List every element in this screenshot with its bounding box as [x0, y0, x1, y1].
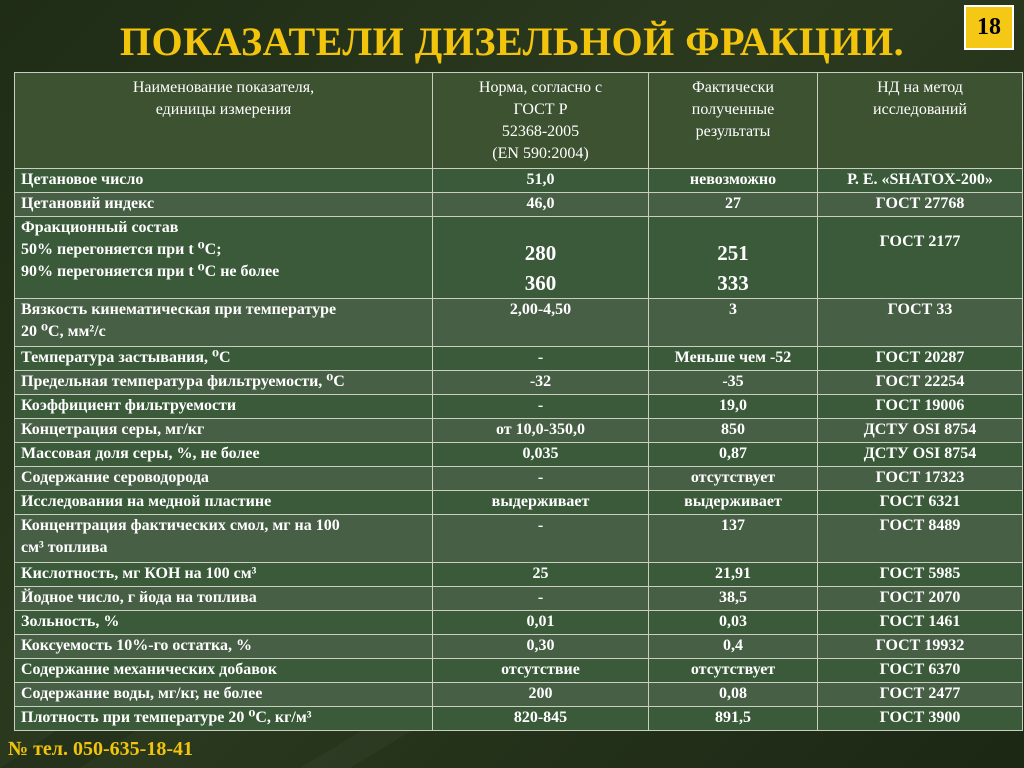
norm-value: от 10,0-350,0 [496, 421, 585, 438]
indicator-name-line: Цетановий индекс [21, 195, 155, 212]
fact-value: 21,91 [715, 565, 751, 582]
table-row [15, 707, 1023, 731]
indicator-name-line: Содержание сероводорода [21, 469, 209, 486]
norm-value: 25 [532, 565, 549, 582]
method-standard: ГОСТ 5985 [879, 565, 961, 582]
table-row [15, 347, 1023, 371]
page-title: ПОКАЗАТЕЛИ ДИЗЕЛЬНОЙ ФРАКЦИИ. [119, 19, 905, 64]
cell-norm-value [433, 443, 649, 467]
cell-fact-value [649, 659, 818, 683]
page-number-badge: 18 [964, 5, 1014, 50]
header-norm-line: Норма, согласно с [478, 79, 603, 96]
cell-method-standard [818, 587, 1023, 611]
footer-phone: № тел. 050-635-18-41 [8, 738, 193, 760]
cell-fact-value [649, 611, 818, 635]
indicator-name-line: Коксуемость 10%-го остатка, % [21, 637, 253, 654]
norm-value: выдерживает [491, 493, 590, 510]
indicator-name-line: Йодное число, г йода на топлива [21, 589, 257, 606]
fact-value: Меньше чем -52 [674, 349, 792, 366]
cell-indicator-name [15, 371, 433, 395]
table-row [15, 611, 1023, 635]
method-standard: ГОСТ 3900 [879, 709, 961, 726]
cell-fact-value [649, 563, 818, 587]
cell-indicator-name [15, 347, 433, 371]
cell-norm-value [433, 563, 649, 587]
indicator-name-line: Зольность, % [21, 613, 120, 630]
cell-indicator-name [15, 563, 433, 587]
table-row [15, 217, 1023, 299]
cell-norm-value [433, 217, 649, 299]
cell-indicator-name [15, 443, 433, 467]
method-standard: ГОСТ 27768 [875, 195, 965, 212]
cell-indicator-name [15, 217, 433, 299]
cell-fact-value [649, 371, 818, 395]
cell-indicator-name [15, 659, 433, 683]
table-row [15, 299, 1023, 347]
cell-norm-value [433, 659, 649, 683]
cell-method-standard [818, 611, 1023, 635]
cell-fact-value [649, 299, 818, 347]
cell-indicator-name [15, 491, 433, 515]
header-fact-line: полученные [691, 101, 775, 118]
table-row [15, 491, 1023, 515]
cell-fact-value [649, 419, 818, 443]
norm-value: - [537, 589, 544, 606]
method-standard: ГОСТ 6321 [879, 493, 961, 510]
fact-value: 251 [717, 241, 749, 265]
cell-norm-value [433, 635, 649, 659]
cell-norm-value [433, 707, 649, 731]
indicator-name-line: Вязкость кинематическая при температуре [21, 301, 337, 318]
indicator-name-line: Фракционный состав [21, 219, 179, 236]
cell-norm-value [433, 491, 649, 515]
fact-value: 891,5 [715, 709, 751, 726]
diesel-spec-table [14, 72, 1023, 731]
header-nd [818, 73, 1023, 169]
table-row [15, 395, 1023, 419]
table-row [15, 587, 1023, 611]
cell-method-standard [818, 443, 1023, 467]
cell-indicator-name [15, 169, 433, 193]
cell-fact-value [649, 635, 818, 659]
method-standard: ГОСТ 1461 [879, 613, 961, 630]
method-standard: ГОСТ 6370 [879, 661, 961, 678]
cell-fact-value [649, 169, 818, 193]
cell-norm-value [433, 395, 649, 419]
cell-fact-value [649, 707, 818, 731]
cell-norm-value [433, 169, 649, 193]
table-row [15, 563, 1023, 587]
indicator-name-line: см³ топлива [21, 539, 108, 556]
method-standard: ДСТУ OSI 8754 [863, 445, 977, 462]
fact-value: 0,4 [723, 637, 743, 654]
table-row [15, 169, 1023, 193]
cell-method-standard [818, 169, 1023, 193]
method-standard: ГОСТ 2477 [879, 685, 961, 702]
fact-value: 27 [725, 195, 741, 212]
fact-value: выдерживает [684, 493, 782, 510]
cell-norm-value [433, 515, 649, 563]
cell-indicator-name [15, 467, 433, 491]
cell-norm-value [433, 611, 649, 635]
cell-norm-value [433, 347, 649, 371]
norm-value: - [537, 397, 544, 414]
method-standard: ГОСТ 19006 [875, 397, 965, 414]
indicator-name-line: Исследования на медной пластине [21, 493, 272, 510]
method-standard: ГОСТ 20287 [875, 349, 965, 366]
indicator-name-line: Концентрация фактических смол, мг на 100 [21, 517, 340, 534]
cell-fact-value [649, 443, 818, 467]
fact-value: 19,0 [719, 397, 747, 414]
method-standard: ГОСТ 8489 [879, 517, 961, 534]
cell-indicator-name [15, 193, 433, 217]
cell-norm-value [433, 299, 649, 347]
norm-value: 0,30 [526, 637, 555, 654]
norm-value: - [537, 349, 544, 366]
indicator-name-line: Плотность при температуре 20 ⁰С, кг/м³ [21, 709, 312, 726]
cell-indicator-name [15, 635, 433, 659]
cell-method-standard [818, 491, 1023, 515]
cell-method-standard [818, 395, 1023, 419]
indicator-name-line: Содержание механических добавок [21, 661, 277, 678]
cell-method-standard [818, 217, 1023, 299]
method-standard: ГОСТ 2177 [879, 233, 961, 250]
header-norm [433, 73, 649, 169]
cell-indicator-name [15, 299, 433, 347]
cell-fact-value [649, 491, 818, 515]
cell-method-standard [818, 371, 1023, 395]
cell-fact-value [649, 395, 818, 419]
cell-norm-value [433, 467, 649, 491]
cell-norm-value [433, 587, 649, 611]
fact-value: отсутствует [690, 469, 776, 486]
method-standard: ГОСТ 33 [887, 301, 953, 318]
header-name-line: Наименование показателя, [132, 79, 315, 96]
cell-method-standard [818, 707, 1023, 731]
cell-fact-value [649, 217, 818, 299]
table-row [15, 467, 1023, 491]
header-fact [649, 73, 818, 169]
norm-value: - [537, 517, 544, 534]
fact-value: невозможно [689, 171, 777, 188]
cell-method-standard [818, 659, 1023, 683]
cell-indicator-name [15, 395, 433, 419]
header-fact-line: результаты [695, 123, 771, 140]
method-standard: ГОСТ 19932 [875, 637, 965, 654]
table-row [15, 371, 1023, 395]
cell-method-standard [818, 193, 1023, 217]
fact-value: 137 [721, 517, 745, 534]
cell-fact-value [649, 467, 818, 491]
norm-value: 2,00-4,50 [509, 301, 572, 318]
indicator-name-line: Кислотность, мг КОН на 100 см³ [21, 565, 257, 582]
norm-value: 51,0 [526, 171, 555, 188]
method-standard: ГОСТ 22254 [875, 373, 965, 390]
table-row [15, 515, 1023, 563]
indicator-name-line: Массовая доля серы, %, не более [21, 445, 260, 462]
cell-method-standard [818, 683, 1023, 707]
indicator-name-line: Концетрация серы, мг/кг [21, 421, 205, 438]
norm-value: 280 [524, 241, 557, 265]
cell-fact-value [649, 347, 818, 371]
method-standard: ГОСТ 17323 [875, 469, 965, 486]
norm-value: 0,01 [526, 613, 555, 630]
header-fact-line: Фактически [692, 79, 774, 96]
table-row [15, 683, 1023, 707]
cell-indicator-name [15, 587, 433, 611]
table-row [15, 193, 1023, 217]
indicator-name-line: Коэффициент фильтруемости [21, 397, 237, 414]
method-standard: ДСТУ OSI 8754 [863, 421, 977, 438]
fact-value: 0,08 [719, 685, 747, 702]
cell-method-standard [818, 299, 1023, 347]
table-row [15, 659, 1023, 683]
cell-fact-value [649, 515, 818, 563]
cell-fact-value [649, 587, 818, 611]
table-header-row [15, 73, 1023, 169]
header-name-line: единицы измерения [155, 101, 292, 118]
norm-value: 200 [528, 685, 553, 702]
cell-method-standard [818, 467, 1023, 491]
header-norm-line: ГОСТ Р [513, 101, 568, 118]
cell-norm-value [433, 419, 649, 443]
method-standard: ГОСТ 2070 [879, 589, 961, 606]
indicator-name-line: Температура застывания, ⁰С [21, 349, 231, 366]
cell-norm-value [433, 371, 649, 395]
norm-value: - [537, 469, 544, 486]
fact-value: 0,03 [719, 613, 747, 630]
cell-method-standard [818, 515, 1023, 563]
cell-indicator-name [15, 419, 433, 443]
norm-value: 820-845 [513, 709, 568, 726]
cell-method-standard [818, 419, 1023, 443]
cell-method-standard [818, 347, 1023, 371]
cell-indicator-name [15, 611, 433, 635]
fact-value: 850 [721, 421, 745, 438]
indicator-name-line: Предельная температура фильтруемости, ⁰С [21, 373, 345, 390]
indicator-name-line: 50% перегоняется при t ⁰С; [21, 241, 222, 258]
table-row [15, 635, 1023, 659]
fact-value: 3 [729, 301, 737, 318]
indicator-name-line: 20 ⁰С, мм²/с [21, 323, 106, 340]
header-name [15, 73, 433, 169]
cell-norm-value [433, 683, 649, 707]
norm-value: -32 [529, 373, 552, 390]
cell-method-standard [818, 635, 1023, 659]
norm-value: 46,0 [526, 195, 555, 212]
header-nd-line: исследований [873, 101, 967, 118]
indicator-name-line: Цетановое число [21, 171, 144, 188]
table-body [15, 169, 1023, 731]
norm-value: 0,035 [522, 445, 559, 462]
cell-fact-value [649, 683, 818, 707]
fact-value: 38,5 [719, 589, 747, 606]
cell-norm-value [433, 193, 649, 217]
cell-indicator-name [15, 683, 433, 707]
header-nd-line: НД на метод [877, 79, 963, 96]
fact-value: 333 [717, 271, 749, 295]
cell-indicator-name [15, 707, 433, 731]
fact-value: отсутствует [690, 661, 776, 678]
norm-value: отсутствие [501, 661, 580, 678]
cell-fact-value [649, 193, 818, 217]
fact-value: 0,87 [719, 445, 747, 462]
fact-value: -35 [722, 373, 744, 390]
table-row [15, 419, 1023, 443]
header-norm-line: (EN 590:2004) [492, 145, 589, 162]
norm-value: 360 [524, 271, 557, 295]
header-norm-line: 52368-2005 [501, 123, 580, 140]
method-standard: Р. Е. «SHATOX-200» [847, 171, 993, 188]
table-row [15, 443, 1023, 467]
cell-method-standard [818, 563, 1023, 587]
indicator-name-line: Содержание воды, мг/кг, не более [21, 685, 263, 702]
indicator-name-line: 90% перегоняется при t ⁰С не более [21, 263, 280, 280]
cell-indicator-name [15, 515, 433, 563]
